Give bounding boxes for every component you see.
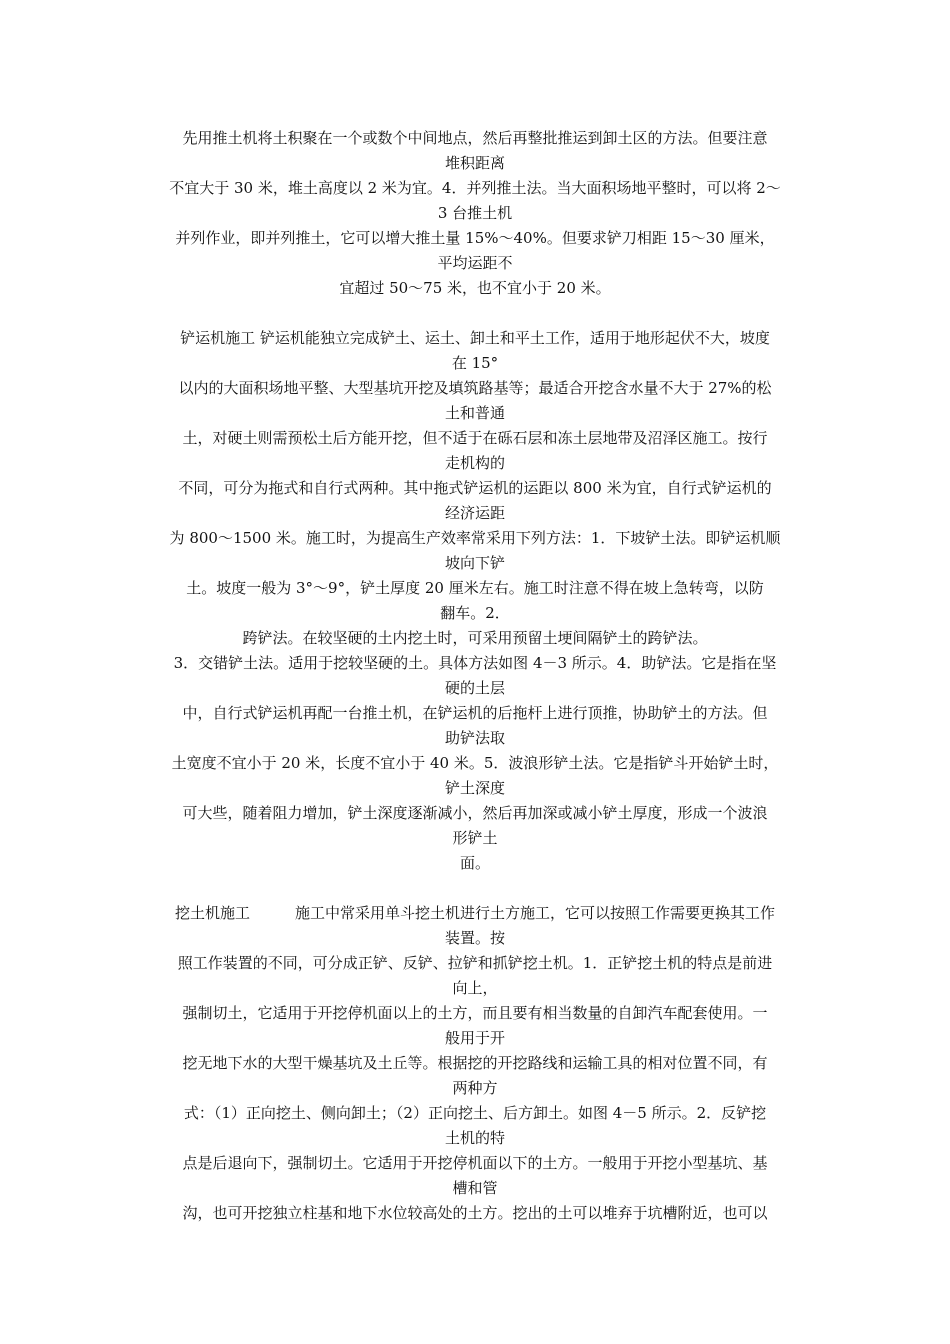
text-line: 沟，也可开挖独立柱基和地下水位较高处的土方。挖出的土可以堆弃于坑槽附近，也可以 xyxy=(182,1204,768,1222)
text-line: 翻车。2． xyxy=(440,604,510,622)
text-line: 槽和管 xyxy=(452,1179,498,1197)
text-line: 平均运距不 xyxy=(437,254,513,272)
paragraph-bulldozer xyxy=(140,126,810,301)
paragraph-gap xyxy=(140,301,810,326)
text-line: 土机的特 xyxy=(444,1129,505,1147)
text-line: 经济运距 xyxy=(444,504,505,522)
text-line: 面。 xyxy=(459,854,490,872)
text-line: 向上， xyxy=(452,979,498,997)
text-line: 形铲土 xyxy=(452,829,498,847)
text-line: 挖无地下水的大型干燥基坑及土丘等。根据挖的开挖路线和运输工具的相对位置不同，有 xyxy=(182,1054,768,1072)
text-line: 走机构的 xyxy=(444,454,505,472)
text-line: 跨铲法。在较坚硬的土内挖土时，可采用预留土埂间隔铲土的跨铲法。 xyxy=(242,629,708,647)
text-line: 宜超过 50～75 米，也不宜小于 20 米。 xyxy=(339,279,611,297)
text-line: 装置。按 xyxy=(444,929,505,947)
paragraph-excavator xyxy=(140,901,810,1226)
text-line: 为 800～1500 米。施工时，为提高生产效率常采用下列方法：1．下坡铲土法。即铲运机顺 xyxy=(169,529,781,547)
text-line: 坡向下铲 xyxy=(444,554,505,572)
text-line: 铲土深度 xyxy=(444,779,505,797)
text-line: 先用推土机将土积聚在一个或数个中间地点，然后再整批推运到卸土区的方法。但要注意 xyxy=(182,129,768,147)
text-line: 铲运机施工 铲运机能独立完成铲土、运土、卸土和平土工作，适用于地形起伏不大，坡度 xyxy=(180,329,770,347)
document-body xyxy=(140,126,810,1226)
text-line: 照工作装置的不同，可分成正铲、反铲、拉铲和抓铲挖土机。1．正铲挖土机的特点是前进 xyxy=(177,954,773,972)
text-line: 土宽度不宜小于 20 米，长度不宜小于 40 米。5．波浪形铲土法。它是指铲斗开始铲土时， xyxy=(171,754,779,772)
text-line: 中，自行式铲运机再配一台推土机，在铲运机的后拖杆上进行顶推，协助铲土的方法。但 xyxy=(182,704,768,722)
text-line: 3．交错铲土法。适用于挖较坚硬的土。具体方法如图 4－3 所示。4．助铲法。它是指在坚 xyxy=(173,654,777,672)
text-line: 挖土机施工 施工中常采用单斗挖土机进行土方施工，它可以按照工作需要更换其工作 xyxy=(174,904,775,922)
text-line: 助铲法取 xyxy=(444,729,505,747)
text-line: 不宜大于 30 米，堆土高度以 2 米为宜。4．并列推土法。当大面积场地平整时，可以将 2～ xyxy=(169,179,781,197)
text-line: 土和普通 xyxy=(444,404,505,422)
text-line: 两种方 xyxy=(452,1079,498,1097)
text-line: 在 15° xyxy=(451,354,499,372)
text-line: 土。坡度一般为 3°～9°，铲土厚度 20 厘米左右。施工时注意不得在坡上急转弯，以防 xyxy=(186,579,764,597)
text-line: 并列作业，即并列推土，它可以增大推土量 15%～40%。但要求铲刀相距 15～30 厘米， xyxy=(175,229,775,247)
paragraph-scraper xyxy=(140,326,810,876)
text-line: 可大些，随着阻力增加，铲土深度逐渐减小，然后再加深或减小铲土厚度，形成一个波浪 xyxy=(182,804,768,822)
text-line: 般用于开 xyxy=(444,1029,505,1047)
text-line: 式：（1）正向挖土、侧向卸土；（2）正向挖土、后方卸土。如图 4－5 所示。2．反铲挖 xyxy=(183,1104,767,1122)
text-line: 硬的土层 xyxy=(444,679,505,697)
text-line: 不同，可分为拖式和自行式两种。其中拖式铲运机的运距以 800 米为宜，自行式铲运机的 xyxy=(178,479,772,497)
text-line: 以内的大面积场地平整、大型基坑开挖及填筑路基等；最适合开挖含水量不大于 27%的松 xyxy=(178,379,772,397)
paragraph-gap xyxy=(140,876,810,901)
text-line: 堆积距离 xyxy=(444,154,505,172)
text-line: 3 台推土机 xyxy=(437,204,513,222)
text-line: 土，对硬土则需预松土后方能开挖，但不适于在砾石层和冻土层地带及沼泽区施工。按行 xyxy=(182,429,768,447)
text-line: 点是后退向下，强制切土。它适用于开挖停机面以下的土方。一般用于开挖小型基坑、基 xyxy=(182,1154,768,1172)
text-line: 强制切土，它适用于开挖停机面以上的土方，而且要有相当数量的自卸汽车配套使用。一 xyxy=(182,1004,768,1022)
